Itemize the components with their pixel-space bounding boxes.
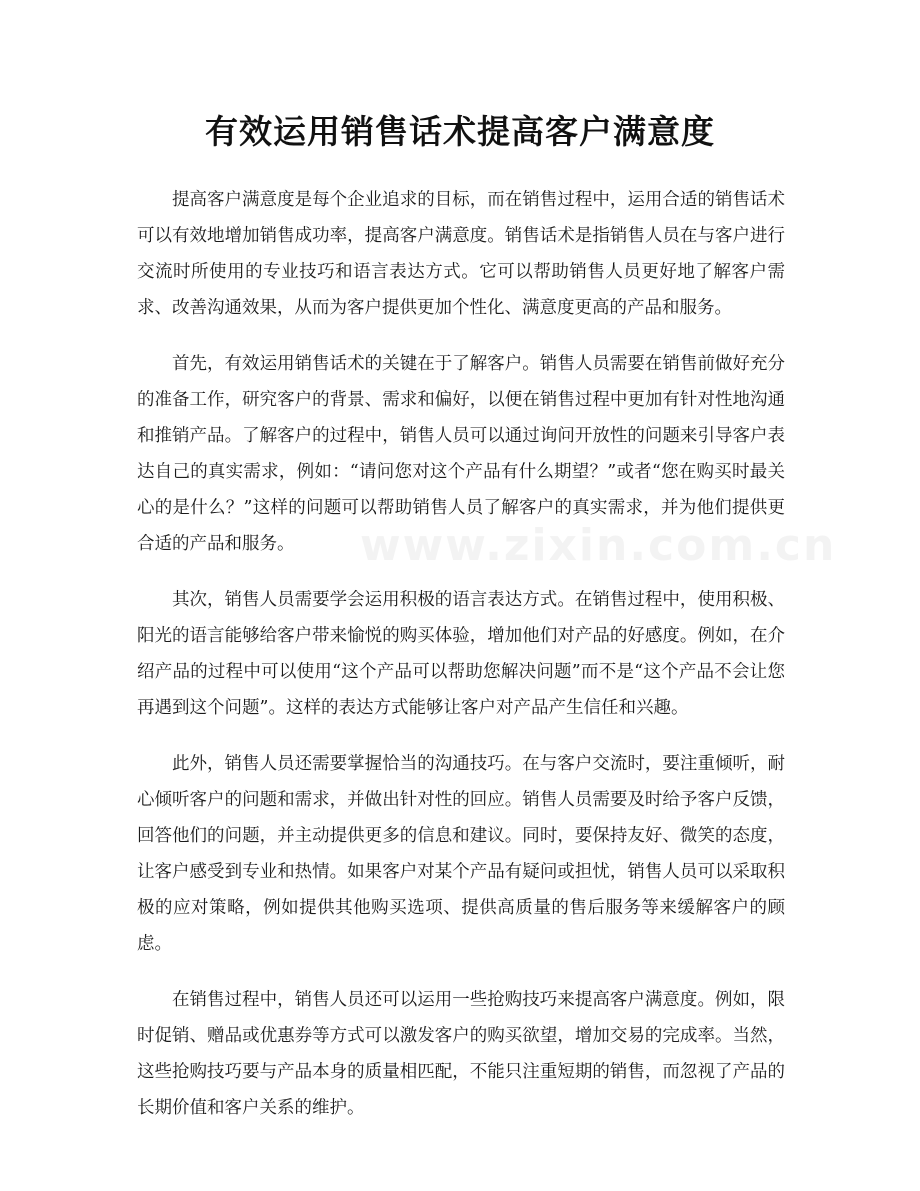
document-body: [137, 182, 837, 1146]
paragraph-rush-buy-techniques: 在销售过程中，销售人员还可以运用一些抢购技巧来提高客户满意度。例如，限时促销、赠品或优惠券等方式可以激发客户的购买欲望，增加交易的完成率。当然，这些抢购技巧要与产品本身的质量相匹配，不能只注重短期的销售，而忽视了产品的长期价值和客户关系的维护。: [137, 990, 785, 1118]
paragraph-communication-skills: 此外，销售人员还需要掌握恰当的沟通技巧。在与客户交流时，要注重倾听，耐心倾听客户的问题和需求，并做出针对性的回应。销售人员需要及时给予客户反馈，回答他们的问题，并主动提供更多的信息和建议。同时，要保持友好、微笑的态度，让客户感受到专业和热情。如果客户对某个产品有疑问或担忧，销售人员可以采取积极的应对策略，例如提供其他购买选项、提供高质量的售后服务等来缓解客户的顾虑。: [137, 754, 785, 954]
document-title: 有效运用销售话术提高客户满意度: [205, 112, 715, 151]
watermark: www.zixin.com.cn: [360, 520, 837, 571]
paragraph-intro: 提高客户满意度是每个企业追求的目标，而在销售过程中，运用合适的销售话术可以有效地增加销售成功率，提高客户满意度。销售话术是指销售人员在与客户进行交流时所使用的专业技巧和语言表达方式。它可以帮助销售人员更好地了解客户需求、改善沟通效果，从而为客户提供更加个性化、满意度更高的产品和服务。: [137, 190, 785, 318]
paragraph-understand-customer: 首先，有效运用销售话术的关键在于了解客户。销售人员需要在销售前做好充分的准备工作，研究客户的背景、需求和偏好，以便在销售过程中更加有针对性地沟通和推销产品。了解客户的过程中，销售人员可以通过询问开放性的问题来引导客户表达自己的真实需求，例如：“请问您对这个产品有什么期望？”或者“您在购买时最关心的是什么？”这样的问题可以帮助销售人员了解客户的真实需求，并为他们提供更合适的产品和服务。: [137, 354, 785, 554]
paragraph-positive-language: 其次，销售人员需要学会运用积极的语言表达方式。在销售过程中，使用积极、阳光的语言能够给客户带来愉悦的购买体验，增加他们对产品的好感度。例如，在介绍产品的过程中可以使用“这个产品可以帮助您解决问题”而不是“这个产品不会让您再遇到这个问题”。这样的表达方式能够让客户对产品产生信任和兴趣。: [137, 590, 785, 718]
